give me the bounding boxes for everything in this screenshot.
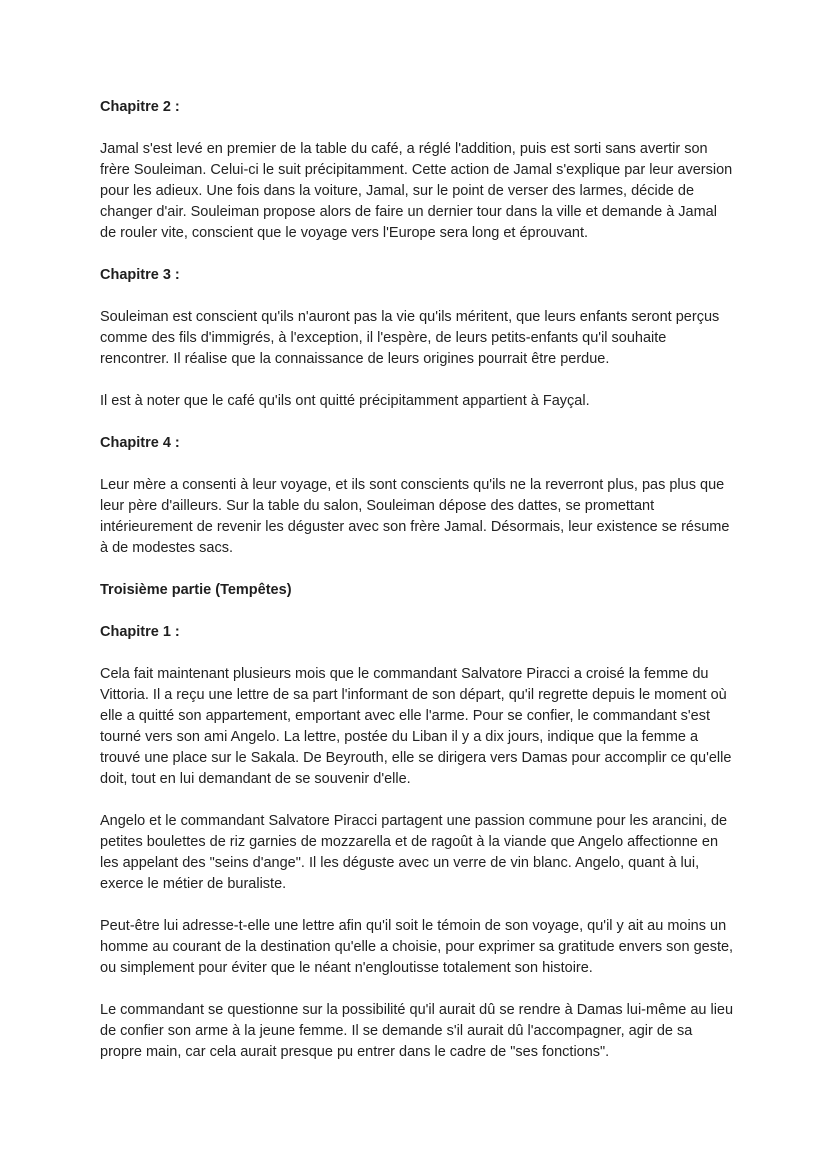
paragraph: Angelo et le commandant Salvatore Piracci partagent une passion commune pour les arancini, de petites boulettes de riz garnies de mozzarella et de ragoût à la viande que Angelo affectionne en les appelant des "seins d'ange". Il les déguste avec un verre de vin blanc. Angelo, quant à lui, exerce le métier de buraliste.	[100, 813, 728, 892]
paragraph: Leur mère a consenti à leur voyage, et ils sont conscients qu'ils ne la reverront plus, pas plus que leur père d'ailleurs. Sur la table du salon, Souleiman dépose des dattes, se promettant intérieurement de revenir les déguster avec son frère Jamal. Désormais, leur existence se résume à de modestes sacs.	[100, 477, 730, 556]
document-body	[100, 97, 736, 1084]
paragraph: Peut-être lui adresse-t-elle une lettre afin qu'il soit le témoin de son voyage, qu'il y ait au moins un homme au courant de la destination qu'elle a choisie, pour exprimer sa gratitude envers son geste, ou simplement pour éviter que le néant n'engloutisse totalement son histoire.	[100, 918, 734, 976]
chapter-heading: Chapitre 2 :	[100, 99, 180, 115]
paragraph: Cela fait maintenant plusieurs mois que le commandant Salvatore Piracci a croisé la femme du Vittoria. Il a reçu une lettre de sa part l'informant de son départ, qu'il regrette depuis le moment où elle a quitté son appartement, emportant avec elle l'arme. Pour se confier, le commandant s'est tourné vers son ami Angelo. La lettre, postée du Liban il y a dix jours, indique que la femme a trouvé une place sur le Sakala. De Beyrouth, elle se dirigera vers Damas pour accomplir ce qu'elle doit, tout en lui demandant de se souvenir d'elle.	[100, 666, 732, 787]
chapter-heading: Chapitre 4 :	[100, 435, 180, 451]
chapter-heading: Chapitre 1 :	[100, 624, 180, 640]
part-heading: Troisième partie (Tempêtes)	[100, 582, 292, 598]
paragraph: Il est à noter que le café qu'ils ont quitté précipitamment appartient à Fayçal.	[100, 393, 590, 409]
chapter-heading: Chapitre 3 :	[100, 267, 180, 283]
paragraph: Jamal s'est levé en premier de la table du café, a réglé l'addition, puis est sorti sans avertir son frère Souleiman. Celui-ci le suit précipitamment. Cette action de Jamal s'explique par leur aversion pour les adieux. Une fois dans la voiture, Jamal, sur le point de verser des larmes, décide de changer d'air. Souleiman propose alors de faire un dernier tour dans la ville et demande à Jamal de rouler vite, conscient que le voyage vers l'Europe sera long et éprouvant.	[100, 141, 733, 241]
paragraph: Souleiman est conscient qu'ils n'auront pas la vie qu'ils méritent, que leurs enfants seront perçus comme des fils d'immigrés, à l'exception, il l'espère, de leurs petits-enfants qu'il souhaite rencontrer. Il réalise que la connaissance de leurs origines pourrait être perdue.	[100, 309, 720, 367]
paragraph: Le commandant se questionne sur la possibilité qu'il aurait dû se rendre à Damas lui-même au lieu de confier son arme à la jeune femme. Il se demande s'il aurait dû l'accompagner, agir de sa propre main, car cela aurait presque pu entrer dans le cadre de "ses fonctions".	[100, 1002, 734, 1060]
